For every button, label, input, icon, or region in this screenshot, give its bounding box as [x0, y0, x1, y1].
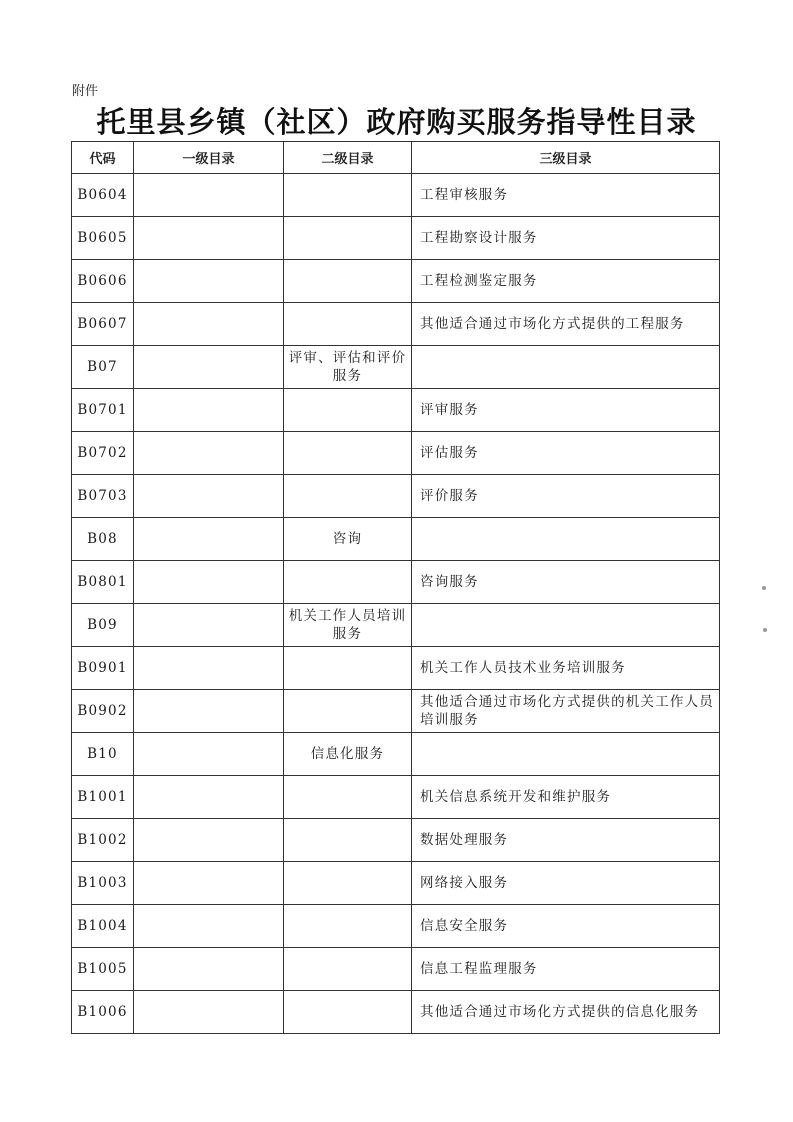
service-catalog-table — [71, 141, 720, 1034]
table-body — [72, 174, 720, 1034]
cell-level2 — [284, 475, 412, 518]
table-row — [72, 604, 720, 647]
table-row — [72, 475, 720, 518]
cell-level2 — [284, 174, 412, 217]
cell-level1 — [134, 260, 284, 303]
table-row — [72, 905, 720, 948]
cell-code: B0605 — [72, 217, 134, 260]
cell-code: B1004 — [72, 905, 134, 948]
cell-code: B0901 — [72, 647, 134, 690]
cell-level2: 机关工作人员培训服务 — [284, 604, 412, 647]
cell-level1 — [134, 518, 284, 561]
cell-level1 — [134, 561, 284, 604]
cell-level1 — [134, 303, 284, 346]
cell-level2 — [284, 819, 412, 862]
cell-level2 — [284, 432, 412, 475]
scan-mark — [763, 628, 767, 632]
cell-code: B10 — [72, 733, 134, 776]
cell-code: B07 — [72, 346, 134, 389]
cell-level1 — [134, 733, 284, 776]
cell-level2 — [284, 561, 412, 604]
cell-code: B0902 — [72, 690, 134, 733]
cell-level2 — [284, 260, 412, 303]
table-row — [72, 561, 720, 604]
cell-level1 — [134, 432, 284, 475]
cell-level1 — [134, 776, 284, 819]
header-level2: 二级目录 — [284, 142, 412, 174]
cell-level1 — [134, 346, 284, 389]
cell-level2 — [284, 776, 412, 819]
cell-level2: 评审、评估和评价服务 — [284, 346, 412, 389]
cell-level2 — [284, 647, 412, 690]
cell-level3: 咨询服务 — [412, 561, 720, 604]
cell-level1 — [134, 389, 284, 432]
cell-code: B1006 — [72, 991, 134, 1034]
cell-level3: 网络接入服务 — [412, 862, 720, 905]
cell-level1 — [134, 991, 284, 1034]
cell-level1 — [134, 905, 284, 948]
cell-level3 — [412, 733, 720, 776]
cell-level3: 机关工作人员技术业务培训服务 — [412, 647, 720, 690]
header-level3: 三级目录 — [412, 142, 720, 174]
cell-level2 — [284, 389, 412, 432]
table-row — [72, 776, 720, 819]
scan-mark — [762, 586, 766, 590]
cell-level2 — [284, 991, 412, 1034]
cell-code: B1003 — [72, 862, 134, 905]
cell-level1 — [134, 690, 284, 733]
cell-level2 — [284, 217, 412, 260]
cell-level3: 工程检测鉴定服务 — [412, 260, 720, 303]
table-row — [72, 432, 720, 475]
cell-level3: 信息工程监理服务 — [412, 948, 720, 991]
table-row — [72, 647, 720, 690]
cell-code: B08 — [72, 518, 134, 561]
table-row — [72, 174, 720, 217]
table-row — [72, 389, 720, 432]
cell-level3: 评估服务 — [412, 432, 720, 475]
cell-level1 — [134, 819, 284, 862]
cell-code: B0801 — [72, 561, 134, 604]
table-row — [72, 948, 720, 991]
cell-level3: 评审服务 — [412, 389, 720, 432]
cell-level3: 数据处理服务 — [412, 819, 720, 862]
table-row — [72, 346, 720, 389]
cell-code: B0702 — [72, 432, 134, 475]
cell-code: B1002 — [72, 819, 134, 862]
cell-code: B0607 — [72, 303, 134, 346]
cell-level3 — [412, 346, 720, 389]
cell-level2: 信息化服务 — [284, 733, 412, 776]
table-row — [72, 303, 720, 346]
cell-code: B0701 — [72, 389, 134, 432]
cell-level3: 信息安全服务 — [412, 905, 720, 948]
cell-level3 — [412, 518, 720, 561]
attachment-label: 附件 — [72, 84, 99, 99]
cell-level1 — [134, 475, 284, 518]
cell-level1 — [134, 604, 284, 647]
document-title: 托里县乡镇（社区）政府购买服务指导性目录 — [96, 105, 697, 139]
cell-level1 — [134, 174, 284, 217]
cell-level2: 咨询 — [284, 518, 412, 561]
table-row — [72, 690, 720, 733]
table-row — [72, 819, 720, 862]
cell-code: B0604 — [72, 174, 134, 217]
cell-level2 — [284, 948, 412, 991]
cell-level3: 其他适合通过市场化方式提供的机关工作人员培训服务 — [412, 690, 720, 733]
table-row — [72, 518, 720, 561]
cell-level2 — [284, 303, 412, 346]
cell-level3: 其他适合通过市场化方式提供的信息化服务 — [412, 991, 720, 1034]
cell-level2 — [284, 862, 412, 905]
table-row — [72, 217, 720, 260]
cell-level1 — [134, 862, 284, 905]
cell-level3: 评价服务 — [412, 475, 720, 518]
cell-level2 — [284, 690, 412, 733]
cell-code: B0606 — [72, 260, 134, 303]
cell-code: B1005 — [72, 948, 134, 991]
cell-level1 — [134, 217, 284, 260]
table-header-row — [72, 142, 720, 174]
cell-level3: 其他适合通过市场化方式提供的工程服务 — [412, 303, 720, 346]
header-level1: 一级目录 — [134, 142, 284, 174]
cell-level3: 工程审核服务 — [412, 174, 720, 217]
cell-level2 — [284, 905, 412, 948]
cell-level3 — [412, 604, 720, 647]
table-row — [72, 733, 720, 776]
cell-level3: 工程勘察设计服务 — [412, 217, 720, 260]
table-row — [72, 991, 720, 1034]
cell-code: B1001 — [72, 776, 134, 819]
table-row — [72, 260, 720, 303]
header-code: 代码 — [72, 142, 134, 174]
cell-code: B09 — [72, 604, 134, 647]
cell-level1 — [134, 647, 284, 690]
cell-level3: 机关信息系统开发和维护服务 — [412, 776, 720, 819]
cell-level1 — [134, 948, 284, 991]
cell-code: B0703 — [72, 475, 134, 518]
table-row — [72, 862, 720, 905]
